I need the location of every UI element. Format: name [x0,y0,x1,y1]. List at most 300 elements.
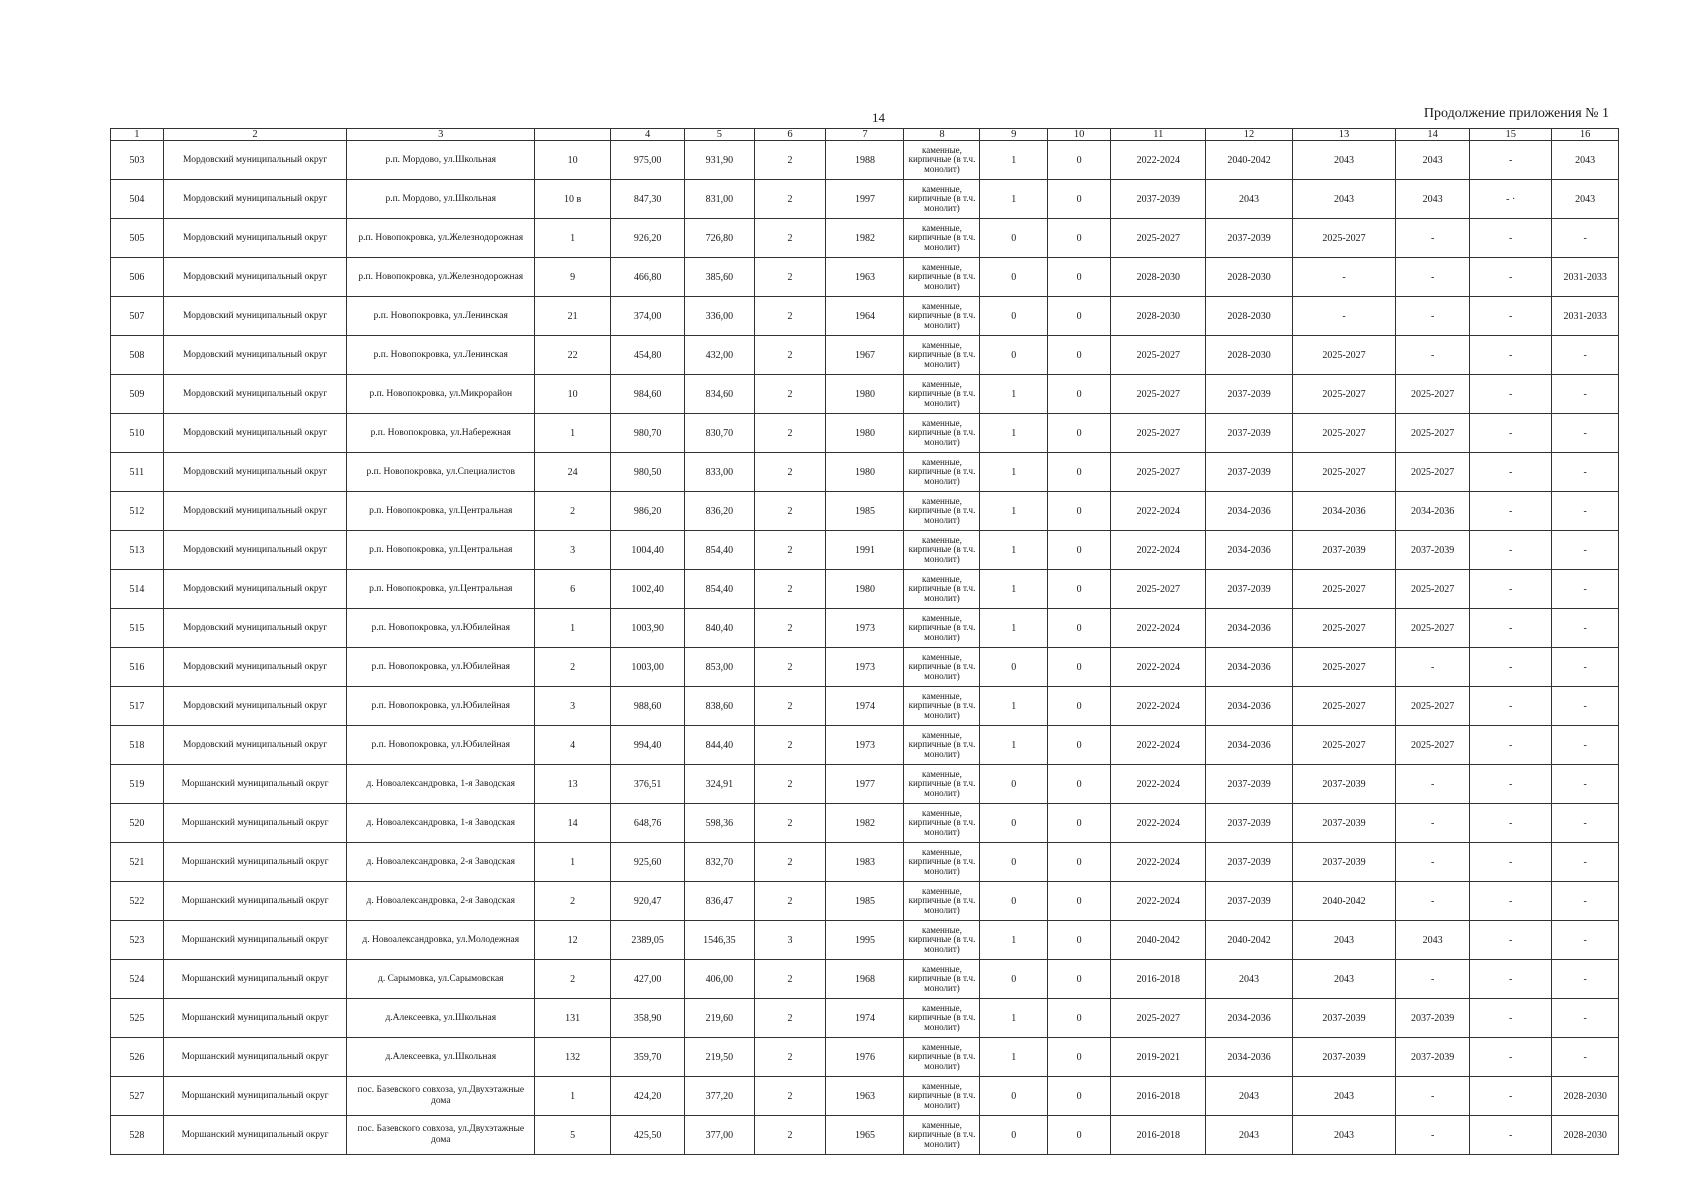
col15-period-cell: - [1470,258,1552,297]
col13-period-cell: 2043 [1292,960,1395,999]
row-number: 511 [111,453,164,492]
col16-period-cell: - [1552,999,1619,1038]
column-header: 16 [1552,129,1619,141]
floors-cell: 2 [754,180,826,219]
column-header: 12 [1206,129,1293,141]
row-number: 509 [111,375,164,414]
col9-cell: 0 [980,882,1048,921]
table-row [111,843,1619,882]
year-built-cell: 1980 [826,570,904,609]
col14-period-cell: 2037-2039 [1396,531,1470,570]
year-built-cell: 1963 [826,1077,904,1116]
col10-cell: 0 [1047,570,1110,609]
col14-period-cell: - [1396,258,1470,297]
address-cell: р.п. Новопокровка, ул.Ленинская [347,336,535,375]
col14-period-cell: 2025-2027 [1396,414,1470,453]
col13-period-cell: 2043 [1292,180,1395,219]
col15-period-cell: - [1470,648,1552,687]
house-number-cell: 2 [535,882,611,921]
col10-cell: 0 [1047,453,1110,492]
address-cell: д. Новоалександровка, ул.Молодежная [347,921,535,960]
col13-period-cell: 2025-2027 [1292,453,1395,492]
wall-material-cell: каменные, кирпичные (в т.ч. монолит) [904,375,980,414]
col9-cell: 0 [980,336,1048,375]
house-number-cell: 14 [535,804,611,843]
floors-cell: 2 [754,1116,826,1155]
col16-period-cell: - [1552,843,1619,882]
col16-period-cell: - [1552,570,1619,609]
living-area-cell: 385,60 [685,258,755,297]
municipality-cell: Мордовский муниципальный округ [163,258,347,297]
year-built-cell: 1983 [826,843,904,882]
year-built-cell: 1974 [826,687,904,726]
house-number-cell: 3 [535,687,611,726]
table-row [111,453,1619,492]
col13-period-cell: 2025-2027 [1292,648,1395,687]
table-row [111,1116,1619,1155]
municipality-cell: Мордовский муниципальный округ [163,726,347,765]
municipality-cell: Мордовский муниципальный округ [163,414,347,453]
col11-period-cell: 2019-2021 [1111,1038,1206,1077]
living-area-cell: 324,91 [685,765,755,804]
col14-period-cell: - [1396,1077,1470,1116]
table-row [111,414,1619,453]
municipality-cell: Мордовский муниципальный округ [163,453,347,492]
column-header: 7 [826,129,904,141]
table-row [111,297,1619,336]
floors-cell: 2 [754,726,826,765]
col10-cell: 0 [1047,999,1110,1038]
col15-period-cell: - [1470,1116,1552,1155]
house-number-cell: 22 [535,336,611,375]
living-area-cell: 844,40 [685,726,755,765]
municipality-cell: Мордовский муниципальный округ [163,375,347,414]
col9-cell: 1 [980,570,1048,609]
col12-period-cell: 2037-2039 [1206,414,1293,453]
col12-period-cell: 2034-2036 [1206,609,1293,648]
total-area-cell: 925,60 [611,843,685,882]
col10-cell: 0 [1047,882,1110,921]
floors-cell: 2 [754,1038,826,1077]
total-area-cell: 466,80 [611,258,685,297]
row-number: 505 [111,219,164,258]
col15-period-cell: - [1470,492,1552,531]
floors-cell: 2 [754,414,826,453]
col13-period-cell: 2043 [1292,141,1395,180]
col12-period-cell: 2037-2039 [1206,375,1293,414]
col16-period-cell: - [1552,687,1619,726]
year-built-cell: 1980 [826,414,904,453]
total-area-cell: 984,60 [611,375,685,414]
year-built-cell: 1965 [826,1116,904,1155]
col12-period-cell: 2034-2036 [1206,999,1293,1038]
col9-cell: 0 [980,960,1048,999]
col15-period-cell: - · [1470,180,1552,219]
col14-period-cell: - [1396,1116,1470,1155]
col15-period-cell: - [1470,765,1552,804]
col15-period-cell: - [1470,804,1552,843]
col16-period-cell: 2028-2030 [1552,1077,1619,1116]
municipality-cell: Моршанский муниципальный округ [163,843,347,882]
col12-period-cell: 2043 [1206,1116,1293,1155]
wall-material-cell: каменные, кирпичные (в т.ч. монолит) [904,531,980,570]
col15-period-cell: - [1470,921,1552,960]
house-number-cell: 132 [535,1038,611,1077]
col15-period-cell: - [1470,375,1552,414]
col16-period-cell: 2028-2030 [1552,1116,1619,1155]
row-number: 514 [111,570,164,609]
floors-cell: 2 [754,492,826,531]
wall-material-cell: каменные, кирпичные (в т.ч. монолит) [904,921,980,960]
col13-period-cell: 2043 [1292,1116,1395,1155]
col10-cell: 0 [1047,375,1110,414]
municipality-cell: Мордовский муниципальный округ [163,492,347,531]
col15-period-cell: - [1470,687,1552,726]
living-area-cell: 853,00 [685,648,755,687]
municipality-cell: Мордовский муниципальный округ [163,219,347,258]
year-built-cell: 1973 [826,609,904,648]
year-built-cell: 1995 [826,921,904,960]
total-area-cell: 1003,00 [611,648,685,687]
col9-cell: 1 [980,1038,1048,1077]
house-number-cell: 12 [535,921,611,960]
col15-period-cell: - [1470,999,1552,1038]
living-area-cell: 832,70 [685,843,755,882]
col9-cell: 1 [980,453,1048,492]
total-area-cell: 988,60 [611,687,685,726]
column-number-row [111,129,1619,141]
total-area-cell: 986,20 [611,492,685,531]
row-number: 506 [111,258,164,297]
col15-period-cell: - [1470,219,1552,258]
col14-period-cell: 2043 [1396,180,1470,219]
total-area-cell: 980,70 [611,414,685,453]
col15-period-cell: - [1470,843,1552,882]
col11-period-cell: 2022-2024 [1111,531,1206,570]
col12-period-cell: 2037-2039 [1206,570,1293,609]
col11-period-cell: 2037-2039 [1111,180,1206,219]
col12-period-cell: 2034-2036 [1206,531,1293,570]
total-area-cell: 926,20 [611,219,685,258]
municipality-cell: Мордовский муниципальный округ [163,336,347,375]
col14-period-cell: 2043 [1396,921,1470,960]
col14-period-cell: - [1396,765,1470,804]
address-cell: д. Новоалександровка, 1-я Заводская [347,804,535,843]
col15-period-cell: - [1470,297,1552,336]
wall-material-cell: каменные, кирпичные (в т.ч. монолит) [904,843,980,882]
wall-material-cell: каменные, кирпичные (в т.ч. монолит) [904,258,980,297]
floors-cell: 2 [754,687,826,726]
col12-period-cell: 2034-2036 [1206,648,1293,687]
floors-cell: 2 [754,765,826,804]
col14-period-cell: 2025-2027 [1396,687,1470,726]
col9-cell: 0 [980,648,1048,687]
living-area-cell: 1546,35 [685,921,755,960]
col11-period-cell: 2022-2024 [1111,609,1206,648]
house-number-cell: 24 [535,453,611,492]
row-number: 516 [111,648,164,687]
floors-cell: 2 [754,609,826,648]
year-built-cell: 1974 [826,999,904,1038]
wall-material-cell: каменные, кирпичные (в т.ч. монолит) [904,882,980,921]
col13-period-cell: 2025-2027 [1292,726,1395,765]
living-area-cell: 854,40 [685,531,755,570]
row-number: 508 [111,336,164,375]
house-number-cell: 10 [535,141,611,180]
col10-cell: 0 [1047,219,1110,258]
col12-period-cell: 2043 [1206,1077,1293,1116]
table-row [111,687,1619,726]
living-area-cell: 219,60 [685,999,755,1038]
col16-period-cell: 2043 [1552,141,1619,180]
col12-period-cell: 2043 [1206,960,1293,999]
floors-cell: 2 [754,960,826,999]
col13-period-cell: 2043 [1292,921,1395,960]
living-area-cell: 836,47 [685,882,755,921]
col10-cell: 0 [1047,687,1110,726]
floors-cell: 2 [754,258,826,297]
total-area-cell: 358,90 [611,999,685,1038]
col16-period-cell: - [1552,648,1619,687]
total-area-cell: 359,70 [611,1038,685,1077]
col10-cell: 0 [1047,336,1110,375]
address-cell: р.п. Новопокровка, ул.Микрорайон [347,375,535,414]
col16-period-cell: - [1552,492,1619,531]
col13-period-cell: 2025-2027 [1292,609,1395,648]
wall-material-cell: каменные, кирпичные (в т.ч. монолит) [904,648,980,687]
address-cell: р.п. Новопокровка, ул.Юбилейная [347,687,535,726]
col9-cell: 1 [980,726,1048,765]
col16-period-cell: 2031-2033 [1552,258,1619,297]
col11-period-cell: 2040-2042 [1111,921,1206,960]
col11-period-cell: 2022-2024 [1111,687,1206,726]
col10-cell: 0 [1047,1038,1110,1077]
row-number: 504 [111,180,164,219]
floors-cell: 2 [754,531,826,570]
col10-cell: 0 [1047,414,1110,453]
col9-cell: 1 [980,531,1048,570]
address-cell: пос. Базевского совхоза, ул.Двухэтажные дома [347,1116,535,1155]
col9-cell: 0 [980,297,1048,336]
house-number-cell: 13 [535,765,611,804]
address-cell: р.п. Новопокровка, ул.Центральная [347,570,535,609]
wall-material-cell: каменные, кирпичные (в т.ч. монолит) [904,804,980,843]
col9-cell: 0 [980,1077,1048,1116]
table-row [111,882,1619,921]
municipality-cell: Мордовский муниципальный округ [163,297,347,336]
row-number: 522 [111,882,164,921]
col9-cell: 1 [980,180,1048,219]
col16-period-cell: 2043 [1552,180,1619,219]
total-area-cell: 994,40 [611,726,685,765]
col11-period-cell: 2022-2024 [1111,141,1206,180]
col9-cell: 1 [980,375,1048,414]
row-number: 512 [111,492,164,531]
wall-material-cell: каменные, кирпичные (в т.ч. монолит) [904,492,980,531]
col11-period-cell: 2025-2027 [1111,570,1206,609]
floors-cell: 2 [754,336,826,375]
address-cell: д. Сарымовка, ул.Сарымовская [347,960,535,999]
col13-period-cell: - [1292,297,1395,336]
house-number-cell: 5 [535,1116,611,1155]
address-cell: пос. Базевского совхоза, ул.Двухэтажные дома [347,1077,535,1116]
house-number-cell: 21 [535,297,611,336]
table-row [111,336,1619,375]
col13-period-cell: 2025-2027 [1292,687,1395,726]
table-row [111,531,1619,570]
col10-cell: 0 [1047,258,1110,297]
col15-period-cell: - [1470,726,1552,765]
wall-material-cell: каменные, кирпичные (в т.ч. монолит) [904,609,980,648]
floors-cell: 2 [754,843,826,882]
house-number-cell: 10 [535,375,611,414]
table-row [111,726,1619,765]
total-area-cell: 975,00 [611,141,685,180]
table-row [111,999,1619,1038]
col13-period-cell: 2037-2039 [1292,1038,1395,1077]
col16-period-cell: - [1552,453,1619,492]
col9-cell: 0 [980,765,1048,804]
col16-period-cell: - [1552,1038,1619,1077]
floors-cell: 2 [754,219,826,258]
col16-period-cell: 2031-2033 [1552,297,1619,336]
col14-period-cell: 2025-2027 [1396,570,1470,609]
column-header: 9 [980,129,1048,141]
col16-period-cell: - [1552,219,1619,258]
row-number: 523 [111,921,164,960]
row-number: 521 [111,843,164,882]
living-area-cell: 598,36 [685,804,755,843]
municipality-cell: Моршанский муниципальный округ [163,1038,347,1077]
col13-period-cell: 2037-2039 [1292,999,1395,1038]
col15-period-cell: - [1470,141,1552,180]
col11-period-cell: 2022-2024 [1111,648,1206,687]
total-area-cell: 374,00 [611,297,685,336]
row-number: 518 [111,726,164,765]
floors-cell: 2 [754,570,826,609]
col14-period-cell: 2025-2027 [1396,609,1470,648]
address-cell: р.п. Новопокровка, ул.Юбилейная [347,648,535,687]
appendix-caption: Продолжение приложения № 1 [1423,106,1609,121]
address-cell: р.п. Новопокровка, ул.Набережная [347,414,535,453]
address-cell: д.Алексеевка, ул.Школьная [347,999,535,1038]
municipality-cell: Моршанский муниципальный округ [163,921,347,960]
housing-register-table [110,128,1619,1155]
col12-period-cell: 2034-2036 [1206,492,1293,531]
column-header: 6 [754,129,826,141]
col12-period-cell: 2028-2030 [1206,258,1293,297]
wall-material-cell: каменные, кирпичные (в т.ч. монолит) [904,765,980,804]
col16-period-cell: - [1552,960,1619,999]
col13-period-cell: 2043 [1292,1077,1395,1116]
col12-period-cell: 2028-2030 [1206,297,1293,336]
col11-period-cell: 2016-2018 [1111,1116,1206,1155]
col16-period-cell: - [1552,882,1619,921]
house-number-cell: 6 [535,570,611,609]
address-cell: д.Алексеевка, ул.Школьная [347,1038,535,1077]
house-number-cell: 1 [535,1077,611,1116]
column-header: 11 [1111,129,1206,141]
house-number-cell: 10 в [535,180,611,219]
column-header: 3 [347,129,535,141]
floors-cell: 3 [754,921,826,960]
table-row [111,219,1619,258]
living-area-cell: 840,40 [685,609,755,648]
floors-cell: 2 [754,804,826,843]
wall-material-cell: каменные, кирпичные (в т.ч. монолит) [904,1116,980,1155]
address-cell: д. Новоалександровка, 2-я Заводская [347,843,535,882]
living-area-cell: 219,50 [685,1038,755,1077]
col16-period-cell: - [1552,609,1619,648]
col15-period-cell: - [1470,336,1552,375]
col10-cell: 0 [1047,141,1110,180]
column-header: 15 [1470,129,1552,141]
col11-period-cell: 2016-2018 [1111,960,1206,999]
year-built-cell: 1991 [826,531,904,570]
column-header: 13 [1292,129,1395,141]
living-area-cell: 726,80 [685,219,755,258]
col11-period-cell: 2022-2024 [1111,804,1206,843]
wall-material-cell: каменные, кирпичные (в т.ч. монолит) [904,453,980,492]
col15-period-cell: - [1470,960,1552,999]
house-number-cell: 1 [535,609,611,648]
wall-material-cell: каменные, кирпичные (в т.ч. монолит) [904,999,980,1038]
col10-cell: 0 [1047,180,1110,219]
total-area-cell: 1003,90 [611,609,685,648]
row-number: 528 [111,1116,164,1155]
municipality-cell: Моршанский муниципальный округ [163,765,347,804]
col10-cell: 0 [1047,960,1110,999]
municipality-cell: Мордовский муниципальный округ [163,609,347,648]
col12-period-cell: 2037-2039 [1206,882,1293,921]
col14-period-cell: - [1396,219,1470,258]
col13-period-cell: 2040-2042 [1292,882,1395,921]
col14-period-cell: 2025-2027 [1396,726,1470,765]
house-number-cell: 1 [535,414,611,453]
col15-period-cell: - [1470,531,1552,570]
total-area-cell: 920,47 [611,882,685,921]
table-row [111,648,1619,687]
col9-cell: 1 [980,141,1048,180]
municipality-cell: Моршанский муниципальный округ [163,1077,347,1116]
col14-period-cell: - [1396,882,1470,921]
year-built-cell: 1982 [826,804,904,843]
col10-cell: 0 [1047,843,1110,882]
wall-material-cell: каменные, кирпичные (в т.ч. монолит) [904,414,980,453]
col14-period-cell: - [1396,804,1470,843]
col11-period-cell: 2025-2027 [1111,375,1206,414]
col16-period-cell: - [1552,531,1619,570]
col10-cell: 0 [1047,492,1110,531]
living-area-cell: 931,90 [685,141,755,180]
municipality-cell: Мордовский муниципальный округ [163,180,347,219]
col13-period-cell: 2025-2027 [1292,375,1395,414]
living-area-cell: 377,20 [685,1077,755,1116]
living-area-cell: 336,00 [685,297,755,336]
col14-period-cell: 2025-2027 [1396,375,1470,414]
col10-cell: 0 [1047,726,1110,765]
address-cell: р.п. Новопокровка, ул.Юбилейная [347,609,535,648]
col9-cell: 1 [980,414,1048,453]
wall-material-cell: каменные, кирпичные (в т.ч. монолит) [904,180,980,219]
col16-period-cell: - [1552,765,1619,804]
col13-period-cell: 2037-2039 [1292,765,1395,804]
col12-period-cell: 2037-2039 [1206,804,1293,843]
col13-period-cell: 2025-2027 [1292,414,1395,453]
floors-cell: 2 [754,1077,826,1116]
col11-period-cell: 2025-2027 [1111,336,1206,375]
wall-material-cell: каменные, кирпичные (в т.ч. монолит) [904,570,980,609]
